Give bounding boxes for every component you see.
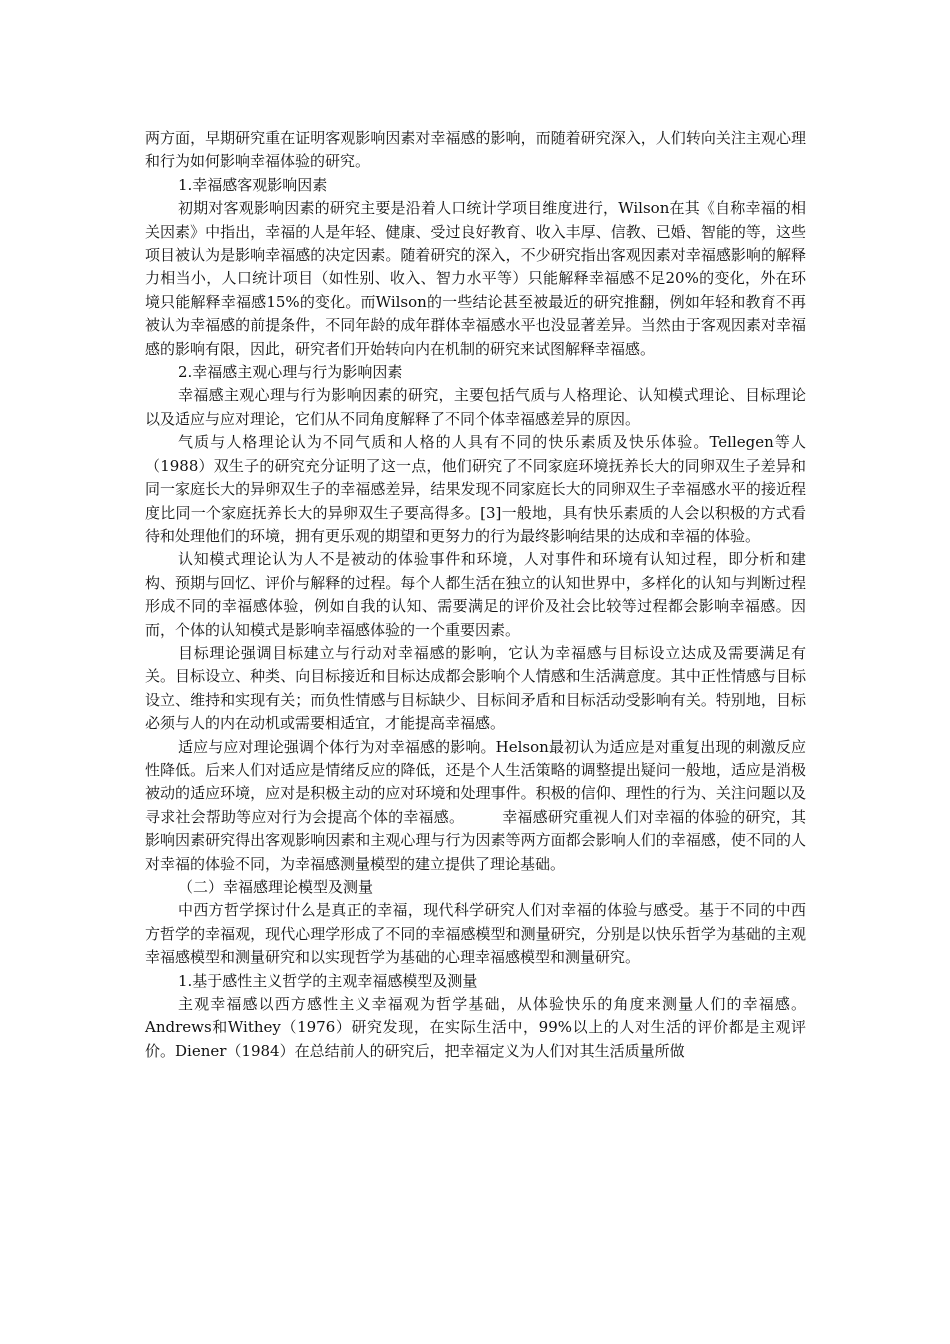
paragraph: 主观幸福感以西方感性主义幸福观为哲学基础，从体验快乐的角度来测量人们的幸福感。Andrews和Withey（1976）研究发现，在实际生活中，99%以上的人对生活的评价都是主观评价。Diener（1984）在总结前人的研究后，把幸福定义为人们对其生活质量所做 xyxy=(145,995,806,1060)
paragraph: 认知模式理论认为人不是被动的体验事件和环境，人对事件和环境有认知过程，即分析和建构、预期与回忆、评价与解释的过程。每个人都生活在独立的认知世界中，多样化的认知与判断过程形成不同的幸福感体验，例如自我的认知、需要满足的评价及社会比较等过程都会影响幸福感。因而，个体的认知模式是影响幸福感体验的一个重要因素。 xyxy=(145,550,806,639)
document-page xyxy=(145,127,806,1063)
paragraph: 适应与应对理论强调个体行为对幸福感的影响。Helson最初认为适应是对重复出现的刺激反应性降低。后来人们对适应是情绪反应的降低，还是个人生活策略的调整提出疑问一般地，适应是消极被动的适应环境，应对是积极主动的应对环境和处理事件。积极的信仰、理性的行为、关注问题以及寻求社会帮助等应对行为会提高个体的幸福感。 幸福感研究重视人们对幸福的体验的研究，其影响因素研究得出客观影响因素和主观心理与行为因素等两方面都会影响人们的幸福感，使不同的人对幸福的体验不同，为幸福感测量模型的建立提供了理论基础。 xyxy=(145,737,806,873)
paragraph: 初期对客观影响因素的研究主要是沿着人口统计学项目维度进行，Wilson在其《自称幸福的相关因素》中指出，幸福的人是年轻、健康、受过良好教育、收入丰厚、信教、已婚、智能的等，这些项目被认为是影响幸福感的决定因素。随着研究的深入，不少研究指出客观因素对幸福感影响的解释力相当小，人口统计项目（如性别、收入、智力水平等）只能解释幸福感不足20%的变化，外在环境只能解释幸福感15%的变化。而Wilson的一些结论甚至被最近的研究推翻，例如年轻和教育不再被认为幸福感的前提条件，不同年龄的成年群体幸福感水平也没显著差异。当然由于客观因素对幸福感的影响有限，因此，研究者们开始转向内在机制的研究来试图解释幸福感。 xyxy=(145,199,806,358)
paragraph: 幸福感主观心理与行为影响因素的研究，主要包括气质与人格理论、认知模式理论、目标理论以及适应与应对理论，它们从不同角度解释了不同个体幸福感差异的原因。 xyxy=(145,386,806,428)
section-heading: （二）幸福感理论模型及测量 xyxy=(178,878,374,896)
section-heading: 1.幸福感客观影响因素 xyxy=(178,175,328,194)
paragraph: 目标理论强调目标建立与行动对幸福感的影响，它认为幸福感与目标设立达成及需要满足有关。目标设立、种类、向目标接近和目标达成都会影响个人情感和生活满意度。其中正性情感与目标设立、维持和实现有关；而负性情感与目标缺少、目标间矛盾和目标活动受影响有关。特别地，目标必须与人的内在动机或需要相适宜，才能提高幸福感。 xyxy=(145,643,806,733)
paragraph: 中西方哲学探讨什么是真正的幸福，现代科学研究人们对幸福的体验与感受。基于不同的中西方哲学的幸福观，现代心理学形成了不同的幸福感模型和测量研究，分别是以快乐哲学为基础的主观幸福感模型和测量研究和以实现哲学为基础的心理幸福感模型和测量研究。 xyxy=(145,901,806,967)
section-heading: 2.幸福感主观心理与行为影响因素 xyxy=(178,363,403,382)
section-heading: 1.基于感性主义哲学的主观幸福感模型及测量 xyxy=(178,971,478,990)
paragraph: 气质与人格理论认为不同气质和人格的人具有不同的快乐素质及快乐体验。Tellegen等人（1988）双生子的研究充分证明了这一点，他们研究了不同家庭环境抚养长大的同卵双生子差异和同一家庭长大的异卵双生子的幸福感差异，结果发现不同家庭长大的同卵双生子幸福感水平的接近程度比同一个家庭抚养长大的异卵双生子要高得多。[3]一般地，具有快乐素质的人会以积极的方式看待和处理他们的环境，拥有更乐观的期望和更努力的行为最终影响结果的达成和幸福的体验。 xyxy=(145,433,806,545)
paragraph: 两方面，早期研究重在证明客观影响因素对幸福感的影响，而随着研究深入，人们转向关注主观心理和行为如何影响幸福体验的研究。 xyxy=(145,129,806,171)
